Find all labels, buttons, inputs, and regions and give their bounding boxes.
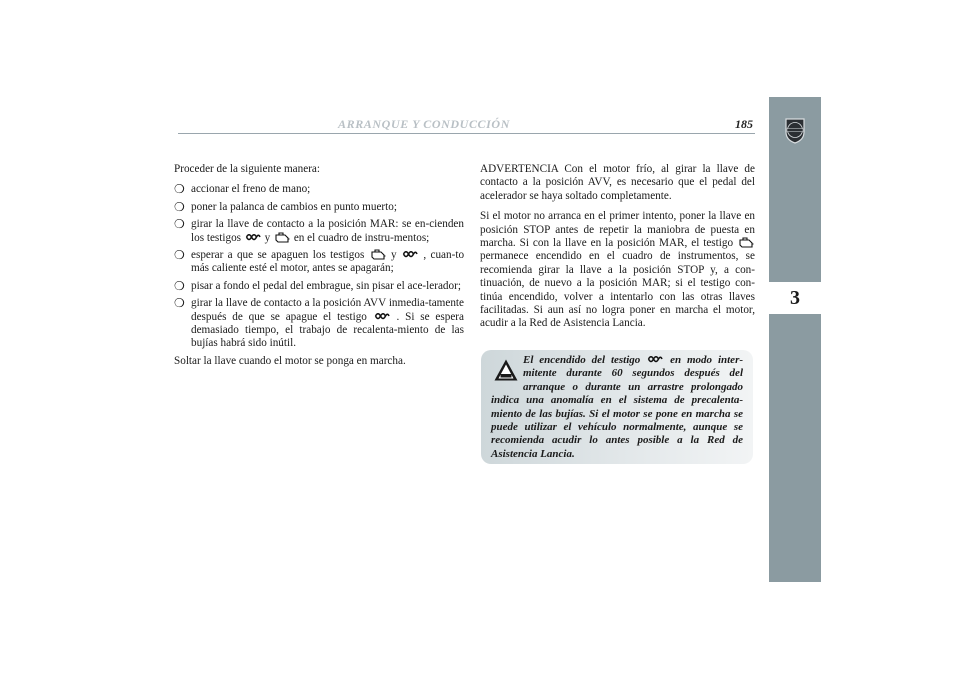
glow-plug-icon — [245, 232, 261, 243]
engine-fault-icon — [370, 249, 386, 260]
bullet-icon: ❍ — [174, 248, 185, 263]
bullet-icon: ❍ — [174, 278, 185, 293]
chapter-sidebar — [769, 97, 821, 582]
list-item — [174, 183, 464, 196]
advertencia-text: ADVERTENCIA Con el motor frío, al girar la llave de contacto a la posición AVV, es necesario que el pedal del acelerador se haya soltado completamente. — [480, 163, 755, 202]
header-divider — [178, 133, 755, 134]
bullet-icon: ❍ — [174, 296, 185, 311]
engine-fault-icon — [738, 237, 754, 248]
chapter-number: 3 — [769, 282, 821, 314]
list-item-text: pisar a fondo el pedal del embrague, sin pisar el ace-lerador; — [191, 279, 461, 292]
lancia-logo-icon — [783, 116, 807, 144]
list-item — [174, 297, 464, 351]
section-title: ARRANQUE Y CONDUCCIÓN — [338, 117, 510, 131]
glow-plug-icon — [402, 249, 418, 260]
bullet-icon: ❍ — [174, 217, 185, 232]
restart-text-a: Si el motor no arranca en el primer intento, poner la llave en posición STOP antes de repetir la maniobra de puesta en marcha. Si con la llave en la posición MAR, el testigo — [480, 210, 755, 250]
list-item-text: girar la llave de contacto a la posición MAR: se en-cienden los testigos — [191, 218, 464, 244]
glow-plug-icon — [374, 311, 390, 322]
engine-fault-icon — [274, 232, 290, 243]
list-item-text: y — [391, 249, 397, 262]
warning-box — [481, 350, 753, 464]
procedure-list — [174, 183, 464, 350]
list-item-text: en el cuadro de instru-mentos; — [293, 231, 430, 244]
intro-text: Proceder de la siguiente manera: — [174, 163, 320, 175]
warning-text-b: en modo inter-mitente durante 60 segundos después del arranque o durante un arrastre prolongado indica una anomalía en el sistema de precalenta-miento de las bujías. Si el motor se pone en marcha se puede utilizar el vehículo normalmente, aunque se recomienda acudir lo antes posible a la Red de Asistencia Lancia. — [491, 354, 744, 460]
right-column — [480, 163, 755, 338]
warning-text — [491, 354, 743, 461]
left-column — [174, 163, 464, 375]
list-item-text: girar la llave de contacto a la posición AVV inmedia-tamente después de que se apague el testigo — [191, 297, 464, 323]
list-item-text: y — [264, 231, 271, 244]
warning-text-a: El encendido del testigo — [523, 354, 641, 366]
list-item-text: accionar el freno de mano; — [191, 183, 311, 196]
list-item — [174, 201, 464, 214]
list-item — [174, 249, 464, 276]
list-item-text: , cuan-to más caliente esté el motor, antes se apagarán; — [191, 249, 465, 275]
restart-instructions — [480, 210, 755, 331]
list-item-text: esperar a que se apaguen los testigos — [191, 249, 365, 262]
bullet-icon: ❍ — [174, 199, 185, 214]
list-item — [174, 280, 464, 293]
bullet-icon: ❍ — [174, 182, 185, 197]
page-number: 185 — [735, 117, 753, 131]
closing-text: Soltar la llave cuando el motor se ponga en marcha. — [174, 354, 406, 367]
restart-text-b: permanece encendido en el cuadro de instrumentos, se recomienda girar la llave a la posición STOP y, a con-tinuación, de nuevo a la posición MAR; si el testigo con-tinúa encendido, volver a intentarlo con las otras llaves facilitadas. Si aun así no logra poner en marcha el motor, acudir a la Red de Asistencia Lancia. — [480, 250, 755, 330]
list-item-text: . Si se espera demasiado tiempo, el trabajo de recalenta-miento de las bujías habrá sido inútil. — [191, 310, 464, 350]
list-item-text: poner la palanca de cambios en punto muerto; — [191, 200, 397, 213]
glow-plug-icon — [647, 354, 663, 365]
list-item — [174, 218, 464, 245]
